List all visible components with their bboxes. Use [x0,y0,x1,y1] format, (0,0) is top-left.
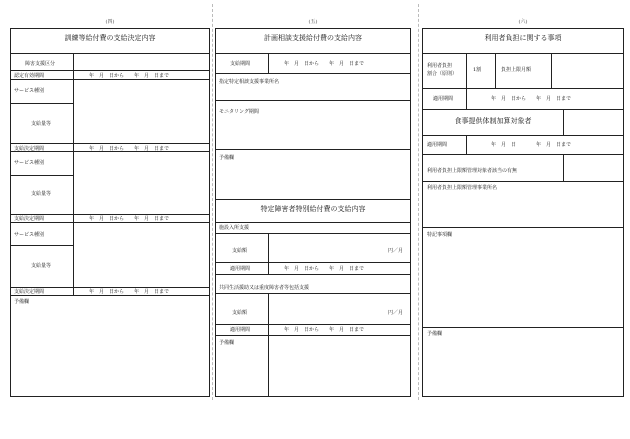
column-number-4: (四) [105,19,115,25]
meal-provision-title: 食事提供体制加算対象者 [454,117,532,125]
facility-apply-label: 適用期間 [230,266,251,272]
plan-consult-title: 計画相談支援給付費の支給内容 [264,34,362,42]
decision-period-value-3: 年 月 日から 年 月 日まで [89,289,170,295]
disability-category-label: 障害支援区分 [25,61,56,67]
decision-period-label-3: 支給決定期間 [14,289,45,295]
remarks-label-col2b: 予備欄 [219,340,235,346]
amount-label-1: 支給量等 [31,121,52,127]
service-type-label-3: サービス種別 [14,232,45,238]
fold-guide-left [212,4,213,400]
column-number-6: (六) [518,19,528,25]
limit-management-label: 利用者負担上限額管理対象者該当の有無 [427,168,518,174]
amount-label-3: 支給量等 [31,263,52,269]
monitoring-period-label: モニタリング期間 [219,109,259,115]
remarks-label-col2a: 予備欄 [219,155,235,161]
burden-ratio-label-2: 割合（原則） [427,71,458,77]
special-notes-label: 特記事項欄 [427,232,453,238]
burden-apply-label: 適用期間 [433,96,454,102]
decision-period-value-2: 年 月 日から 年 月 日まで [89,216,170,222]
plan-consult-panel [215,28,411,397]
remarks-label-col3: 予備欄 [427,331,443,337]
group-apply-value: 年 月 日から 年 月 日まで [284,327,365,333]
column-number-5: (五) [308,19,318,25]
meal-apply-value: 年 月 日 年 月 日まで [491,142,572,148]
burden-apply-value: 年 月 日から 年 月 日まで [491,96,572,102]
designated-office-label: 指定特定相談支援事業所名 [219,79,280,85]
group-yen-month: 円／月 [388,310,404,316]
facility-apply-value: 年 月 日から 年 月 日まで [284,266,365,272]
amount-label-2: 支給量等 [31,191,52,197]
cert-period-value: 年 月 日から 年 月 日まで [89,73,170,79]
group-living-label: 共同生活援助又は重度障害者等包括支援 [219,285,310,291]
facility-support-label: 施設入所支援 [219,225,250,231]
decision-period-label-1: 支給決定期間 [14,146,45,152]
limit-office-label: 利用者負担上限額管理事業所名 [427,185,498,191]
facility-yen-month: 円／月 [388,248,404,254]
decision-period-value-1: 年 月 日から 年 月 日まで [89,146,170,152]
service-type-label-2: サービス種別 [14,160,45,166]
meal-apply-label: 適用期間 [427,142,448,148]
training-benefit-title: 訓練等給付費の支給決定内容 [64,34,156,42]
burden-ratio-label-1: 利用者負担 [427,63,453,69]
decision-period-label-2: 支給決定期間 [14,216,45,222]
supply-period-value: 年 月 日から 年 月 日まで [284,61,365,67]
user-burden-panel [422,28,624,397]
remarks-label-col1: 予備欄 [14,299,30,305]
facility-amount-label: 支給額 [232,248,248,254]
special-benefit-title: 特定障害者特別給付費の支給内容 [260,205,366,213]
group-amount-label: 支給額 [232,310,248,316]
user-burden-title: 利用者負担に関する事項 [484,34,562,42]
cert-period-label: 認定有効期間 [14,73,45,79]
burden-ratio-value: 1割 [473,67,482,73]
service-type-label-1: サービス種別 [14,88,45,94]
supply-period-label: 支給期間 [230,61,251,67]
group-apply-label: 適用期間 [230,327,251,333]
training-benefit-panel [10,28,210,397]
fold-guide-right [418,4,419,400]
burden-limit-label: 負担上限月額 [501,67,532,73]
